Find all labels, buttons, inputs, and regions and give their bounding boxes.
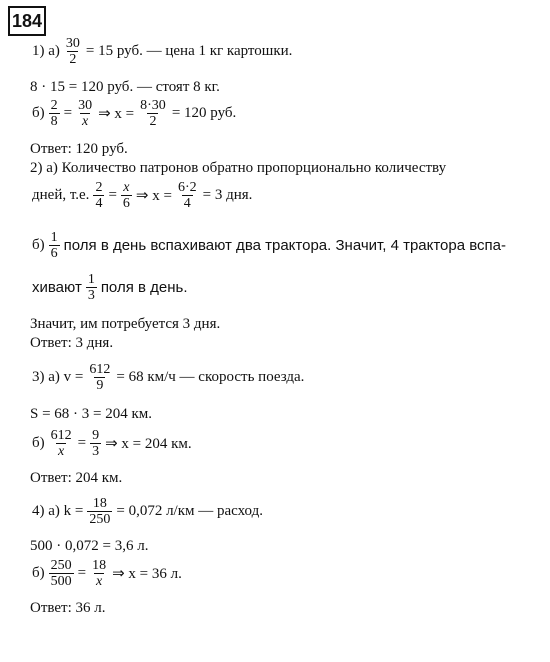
fraction-numerator: 612 [50, 428, 72, 443]
fraction-numerator: 612 [89, 362, 111, 377]
p3-a-row [30, 362, 306, 393]
p2-b-text: поля в день вспахивают два трактора. Значит, 4 трактора вспа- [63, 237, 507, 254]
fraction-denominator: 6 [50, 246, 58, 261]
p3-a-label: 3) а) v = [32, 369, 84, 385]
p4-answer: Ответ: 36 л. [30, 600, 106, 616]
p4-b-label: б) [32, 565, 45, 581]
p1-line2: 8 · 15 = 120 руб. — стоят 8 кг. [30, 79, 220, 95]
p4-a-fraction [87, 496, 112, 527]
p3-a-text: = 68 км/ч — скорость поезда. [116, 369, 305, 385]
p1-b-label: б) [32, 105, 45, 121]
fraction-denominator: 2 [149, 114, 157, 129]
p2-c-text: поля в день. [100, 279, 188, 296]
p4-a-row [30, 496, 265, 527]
p3-answer: Ответ: 204 км. [30, 470, 123, 486]
p2-c-fraction [86, 272, 97, 303]
p2-line1: 2) а) Количество патронов обратно пропорционально количеству [30, 160, 447, 176]
fraction-denominator: 2 [69, 52, 77, 67]
p1-b-row [30, 98, 238, 129]
fraction-denominator: 4 [183, 196, 191, 211]
p1-a-row [30, 36, 294, 67]
fraction-denominator: x [82, 114, 89, 129]
p4-b-row [30, 558, 184, 589]
p1-b-fraction-1 [49, 98, 60, 129]
p1-b-equals: = [63, 105, 73, 121]
fraction-numerator: 9 [92, 428, 100, 443]
fraction-denominator: x [96, 574, 103, 589]
p1-b-implies: ⇒ x = [98, 106, 135, 122]
fraction-denominator: 3 [92, 444, 100, 459]
p1-b-fraction-3 [138, 98, 168, 129]
fraction-denominator: 250 [89, 512, 111, 527]
fraction-numerator: 18 [92, 558, 107, 573]
p2-b-fraction [49, 230, 60, 261]
p3-b-fraction-1 [49, 428, 74, 459]
p2-a-fraction-3 [176, 180, 199, 211]
p1-a-label: 1) а) [32, 43, 60, 59]
p3-a-fraction [87, 362, 112, 393]
fraction-numerator: 250 [50, 558, 72, 573]
p4-line2: 500 · 0,072 = 3,6 л. [30, 538, 149, 554]
p2-answer: Ответ: 3 дня. [30, 335, 114, 351]
p2-c-prefix: хивают [32, 279, 82, 296]
fraction-numerator: 30 [78, 98, 93, 113]
fraction-numerator: 6·2 [177, 180, 197, 195]
fraction-denominator: 8 [50, 114, 58, 129]
problem-number-badge: 184 [8, 6, 46, 36]
p2-c-row [30, 272, 190, 303]
fraction-numerator: x [123, 180, 130, 195]
p3-b-row [30, 428, 194, 459]
fraction-denominator: 9 [96, 378, 104, 393]
p4-b-fraction-2 [90, 558, 108, 589]
p1-b-text: = 120 руб. [171, 105, 237, 121]
p4-b-text: ⇒ x = 36 л. [112, 566, 182, 582]
fraction-denominator: 6 [122, 196, 130, 211]
p1-answer: Ответ: 120 руб. [30, 141, 128, 157]
p3-line2: S = 68 · 3 = 204 км. [30, 406, 153, 422]
fraction-denominator: 500 [50, 574, 72, 589]
p2-b-label: б) [32, 237, 45, 253]
p2-a-prefix: дней, т.е. [32, 187, 90, 203]
p1-a-text: = 15 руб. — цена 1 кг картошки. [85, 43, 293, 59]
p3-b-fraction-2 [90, 428, 101, 459]
fraction-numerator: 2 [95, 180, 103, 195]
fraction-denominator: 3 [87, 288, 95, 303]
p3-b-equals: = [77, 435, 87, 451]
fraction-denominator: 4 [95, 196, 103, 211]
p2-then: Значит, им потребуется 3 дня. [30, 316, 221, 332]
fraction-denominator: x [58, 444, 65, 459]
fraction-numerator: 2 [50, 98, 58, 113]
p2-a-fraction-1 [93, 180, 104, 211]
p2-a-row [30, 180, 254, 211]
p2-a-implies: ⇒ x = [135, 188, 172, 204]
p4-b-fraction-1 [49, 558, 74, 589]
p4-a-text: = 0,072 л/км — расход. [116, 503, 263, 519]
fraction-numerator: 1 [87, 272, 95, 287]
p1-b-fraction-2 [76, 98, 94, 129]
p2-a-equals: = [108, 187, 117, 203]
p2-a-text: = 3 дня. [202, 187, 253, 203]
p4-b-equals: = [77, 565, 87, 581]
fraction-numerator: 18 [92, 496, 107, 511]
p3-b-text: ⇒ x = 204 км. [105, 436, 192, 452]
p2-b-row [30, 230, 508, 261]
fraction-numerator: 8·30 [140, 98, 166, 113]
fraction-numerator: 30 [65, 36, 80, 51]
p2-a-fraction-2 [121, 180, 132, 211]
p3-b-label: б) [32, 435, 45, 451]
p4-a-label: 4) а) k = [32, 503, 84, 519]
fraction-numerator: 1 [50, 230, 58, 245]
p1-a-fraction [64, 36, 82, 67]
